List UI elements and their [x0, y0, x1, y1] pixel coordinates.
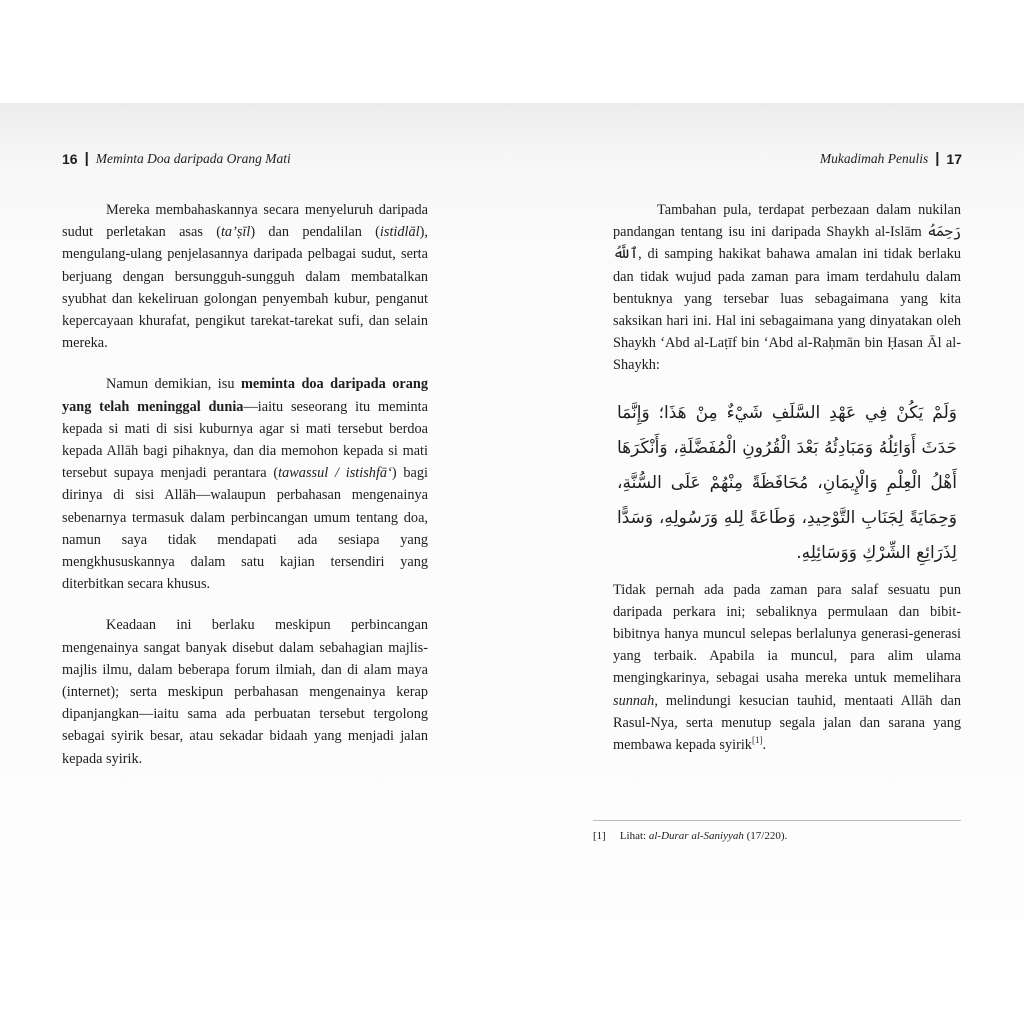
footnote-reference[interactable]: [1]: [751, 735, 763, 746]
footnote-ref: (17/220).: [743, 830, 788, 842]
text-run: Tidak pernah ada pada zaman para salaf sesuatu pun daripada perkara ini; sebaliknya permulaan dan bibit-bibitnya hanya muncul selepas berlalunya generasi-generasi yang terbaik. Apabila ia muncul, para alim ulama mengingkarinya, sebagai usaha mereka untuk memelihara: [613, 581, 961, 687]
paragraph: Keadaan ini berlaku meskipun perbincangan mengenainya sangat banyak disebut dalam sebahagian majlis-majlis ilmu, dalam beberapa forum ilmiah, dan di alam maya (internet); serta meskipun perbahasan mengenainya kerap dipanjangkan—iaitu sama ada perbuatan tersebut tergolong sebagai syirik besar, atau sekadar bidaah yang menjadi jalan kepada syirik.: [62, 617, 428, 767]
body-text: [62, 199, 428, 789]
arabic-quotation: وَلَمْ يَكُنْ فِي عَهْدِ السَّلَفِ شَيْءٌ مِنْ هَذَا؛ وَإِنَّمَا حَدَثَ أَوَائِلُهُ وَمَبَادِئُهُ بَعْدَ الْقُرُونِ الْمُفَضَّلَةِ، وَأَنْكَرَهَا أَهْلُ الْعِلْمِ وَالْإِيمَانِ، مُحَافَظَةً مِنْهُمْ عَلَى السُّنَّةِ، وَحِمَايَةً لِجَنَابِ التَّوْحِيدِ، وَطَاعَةً لِلهِ وَرَسُولِهِ، وَسَدًّا لِذَرَائِعِ الشِّرْكِ وَوَسَائِلِهِ.: [617, 402, 957, 563]
page-number: 17: [946, 150, 962, 167]
right-page: [512, 103, 1024, 921]
footnote: [593, 830, 787, 842]
text-run: Mereka membahaskannya secara menyeluruh daripada sudut perletakan asas (: [62, 202, 428, 241]
paragraph: [62, 199, 428, 354]
translation-block: [613, 579, 961, 757]
text-run: , melindungi kesucian tauhid, mentaati Allāh dan Rasul-Nya, serta menutup segala jalan dan sarana yang membawa kepada syirik: [613, 692, 961, 754]
footnote-divider: [593, 820, 961, 821]
page-number: 16: [62, 150, 78, 167]
book-spread: [0, 103, 1024, 921]
page-header: [820, 150, 962, 167]
header-divider: |: [84, 150, 89, 167]
footnote-prefix: Lihat:: [619, 830, 649, 842]
running-title: Mukadimah Penulis: [819, 150, 929, 166]
text-run: ) dan pendalilan (: [250, 224, 380, 241]
text-run: Namun demikian, isu: [106, 376, 241, 393]
header-divider: |: [935, 150, 940, 167]
bold-phrase: meminta doa daripada orang yang telah meninggal dunia: [62, 376, 428, 415]
running-title: Meminta Doa daripada Orang Mati: [95, 150, 291, 166]
text-run: .: [762, 737, 767, 754]
body-text: [613, 199, 961, 756]
paragraph: [62, 373, 428, 595]
left-page: [0, 103, 512, 921]
footnote-mark: [1]: [593, 830, 606, 842]
text-run: ), mengulang-ulang penjelasannya daripada pelbagai sudut, serta berjuang dengan bersungguh-sungguh dalam membatalkan syubhat dan kekeliruan golongan penyembah kubur, penganut kepercayaan khurafat, pengikut tarekat-tarekat sufi, dan selain mereka.: [62, 224, 428, 352]
paragraph: [613, 579, 961, 757]
italic-term: ta’ṣīl: [220, 224, 251, 241]
page-header: [62, 150, 291, 167]
footnote-title: al-Durar al-Saniyyah: [648, 830, 744, 842]
paragraph: Tambahan pula, terdapat perbezaan dalam nukilan pandangan tentang isu ini daripada Shaykh al-Islām رَحِمَهُ ٱللَّهُ, di samping hakikat bahawa amalan ini tidak berlaku dan tidak wujud pada zaman para imam terdahulu dalam bentuknya yang tersebar luas sebagaimana yang kita saksikan hari ini. Hal ini sebagaimana yang dinyatakan oleh Shaykh ‘Abd al-Laṭīf bin ‘Abd al-Raḥmān bin Ḥasan Āl al-Shaykh:: [613, 202, 961, 374]
italic-term: istidlāl: [379, 224, 420, 241]
italic-term: sunnah: [613, 692, 655, 709]
italic-term: tawassul / istishfā‘: [278, 465, 392, 482]
text-run: —iaitu seseorang itu meminta kepada si mati di sisi kuburnya agar si mati tersebut berdoa kepada Allāh bagi pihaknya, dan dia memohon kepada si mati tersebut supaya menjadi perantara (: [62, 398, 428, 482]
text-run: ) bagi dirinya di sisi Allāh—walaupun perbahasan mengenainya sebenarnya termasuk dalam perbincangan umum tentang doa, namun saya tidak mendapati ada sesiapa yang mengkhususkannya dalam satu kajian tersendiri yang diterbitkan secara khusus.: [62, 465, 429, 593]
